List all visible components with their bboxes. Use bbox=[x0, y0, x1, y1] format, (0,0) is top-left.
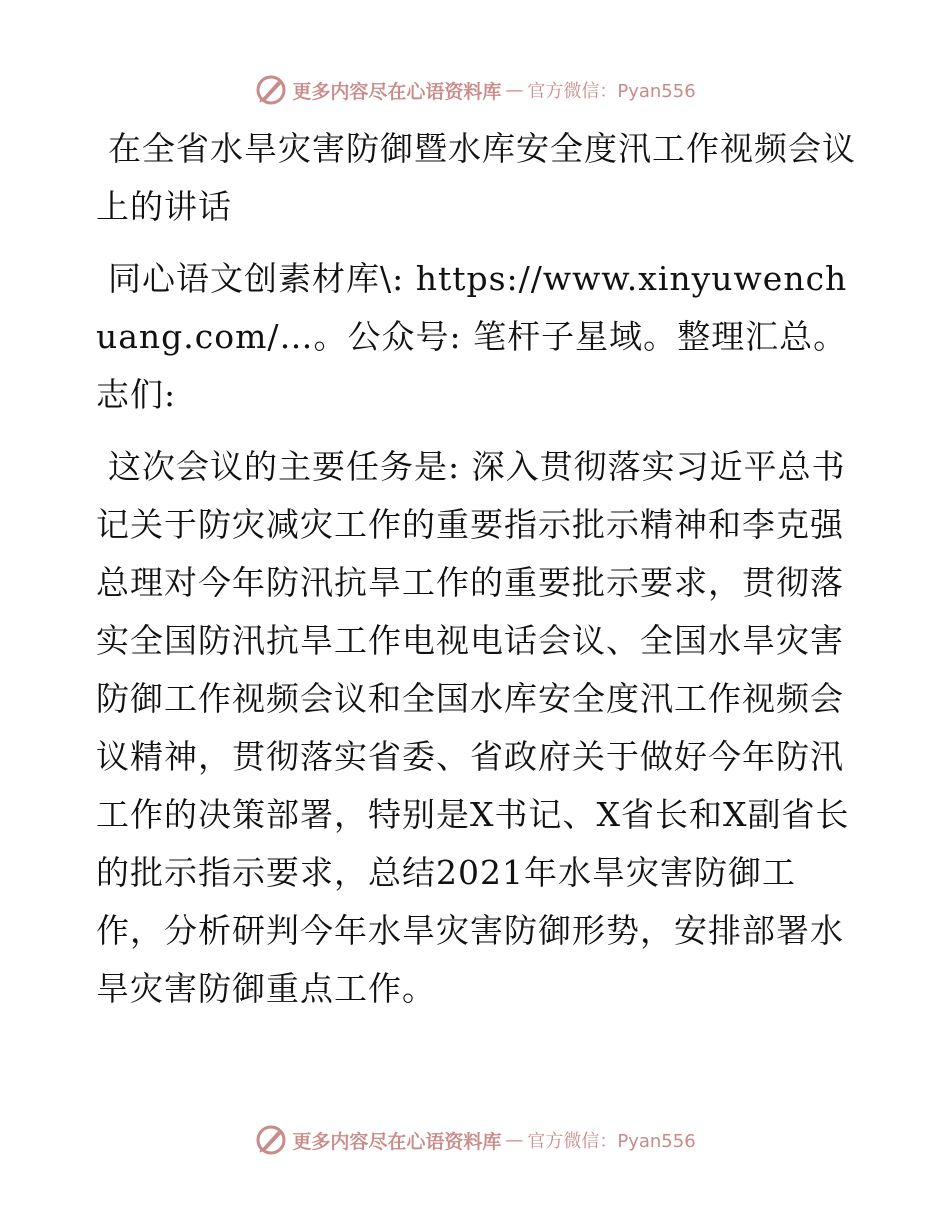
watermark-separator: — bbox=[505, 1129, 524, 1151]
watermark-separator: — bbox=[505, 79, 524, 101]
feather-pen-icon bbox=[254, 1123, 288, 1157]
document-paragraph: 这次会议的主要任务是: 深入贯彻落实习近平总书记关于防灾减灾工作的重要指示批示精神和李克强总理对今年防汛抗旱工作的重要批示要求，贯彻落实全国防汛抗旱工作电视电话会议、全国水旱灾害防御工作视频会议和全国水库安全度汛工作视频会议精神，贯彻落实省委、省政府关于做好今年防汛工作的决策部署，特别是X书记、X省长和X副省长的批示指示要求，总结2021年水旱灾害防御工作，分析研判今年水旱灾害防御形势，安排部署水旱灾害防御重点工作。 bbox=[96, 447, 850, 1008]
watermark-wechat: 官方微信：Pyan556 bbox=[527, 1131, 696, 1152]
watermark-brand: 更多内容尽在心语资料库 bbox=[292, 80, 502, 103]
header-watermark bbox=[0, 70, 950, 110]
document-title: 在全省水旱灾害防御暨水库安全度汛工作视频会议上的讲话 bbox=[96, 129, 856, 226]
document-body bbox=[96, 120, 856, 1028]
feather-pen-icon bbox=[254, 73, 288, 107]
watermark-wechat: 官方微信：Pyan556 bbox=[527, 81, 696, 102]
watermark-brand: 更多内容尽在心语资料库 bbox=[292, 1130, 502, 1153]
document-source: 同心语文创素材库\: https://www.xinyuwenchuang.com/…。公众号: 笔杆子星域。整理汇总。志们: bbox=[96, 259, 848, 414]
footer-watermark bbox=[0, 1120, 950, 1160]
